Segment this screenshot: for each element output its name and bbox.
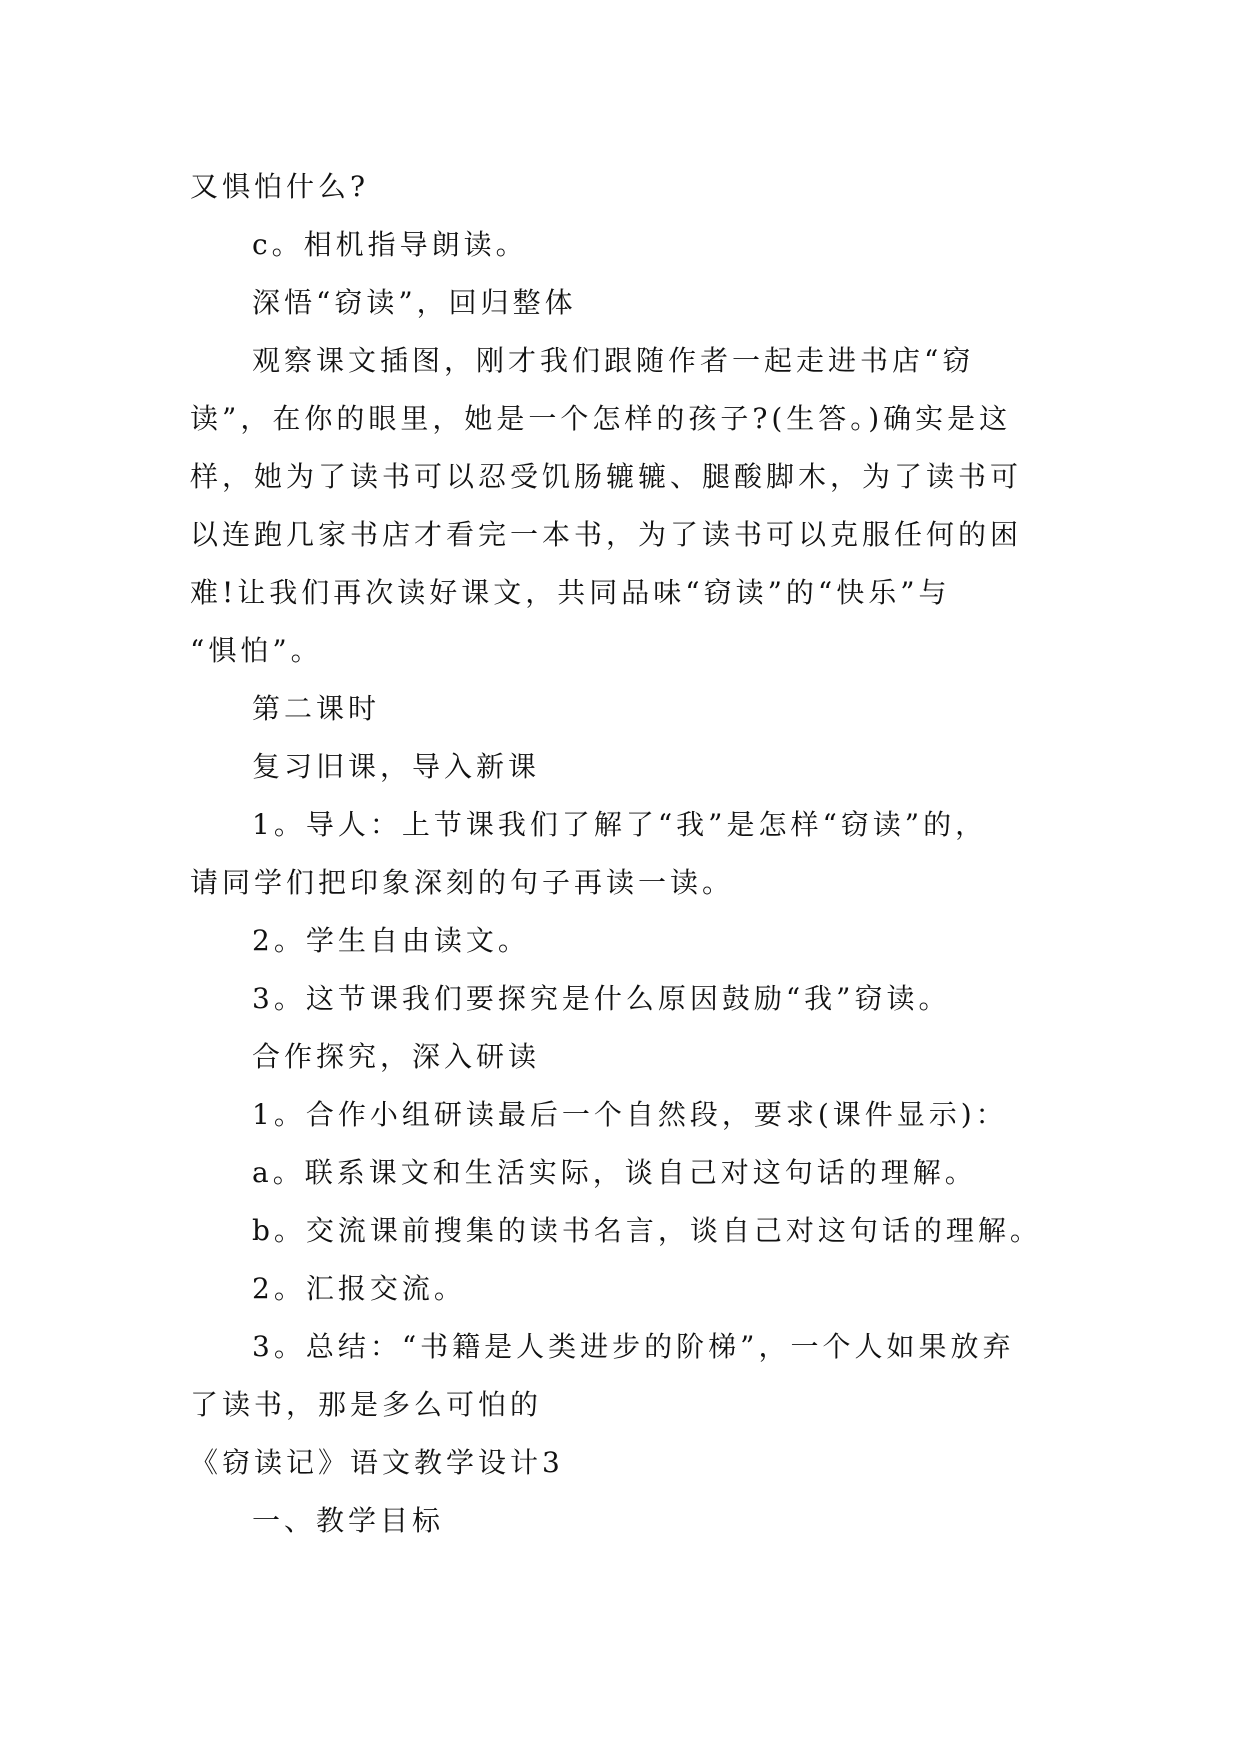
text-line: 样，她为了读书可以忍受饥肠辘辘、腿酸脚木，为了读书可 [190, 460, 1023, 493]
document-page [190, 158, 1070, 1550]
text-line: a。联系课文和生活实际，谈自己对这句话的理解。 [252, 1156, 977, 1189]
section-heading: 深悟“窃读”，回归整体 [252, 286, 577, 319]
text-line: 观察课文插图，刚才我们跟随作者一起走进书店“窃 [252, 344, 975, 377]
text-line: 了读书，那是多么可怕的 [190, 1388, 543, 1421]
text-line: 1。合作小组研读最后一个自然段，要求(课件显示)： [252, 1098, 1008, 1131]
text-line: 3。这节课我们要探究是什么原因鼓励“我”窃读。 [252, 982, 951, 1015]
document-title: 《窃读记》语文教学设计3 [190, 1446, 564, 1479]
text-line: b。交流课前搜集的读书名言，谈自己对这句话的理解。 [252, 1214, 1042, 1247]
text-line: “惧怕”。 [190, 634, 323, 667]
text-line: 请同学们把印象深刻的句子再读一读。 [190, 866, 735, 899]
text-line: 以连跑几家书店才看完一本书，为了读书可以克服任何的困 [190, 518, 1023, 551]
section-heading: 第二课时 [252, 692, 381, 725]
section-heading: 合作探究，深入研读 [252, 1040, 541, 1073]
text-line: 3。总结：“书籍是人类进步的阶梯”，一个人如果放弃 [252, 1330, 1015, 1363]
text-line: 2。学生自由读文。 [252, 924, 530, 957]
text-line: 1。导人：上节课我们了解了“我”是怎样“窃读”的， [252, 808, 988, 841]
text-line: 又惧怕什么? [190, 170, 370, 203]
text-line: 难!让我们再次读好课文，共同品味“窃读”的“快乐”与 [190, 576, 951, 609]
section-heading: 复习旧课，导入新课 [252, 750, 541, 783]
text-line: 读”，在你的眼里，她是一个怎样的孩子?(生答。)确实是这 [190, 402, 1012, 435]
section-heading: 一、教学目标 [252, 1504, 445, 1537]
text-line: 2。汇报交流。 [252, 1272, 466, 1305]
text-line: c。相机指导朗读。 [252, 228, 528, 261]
